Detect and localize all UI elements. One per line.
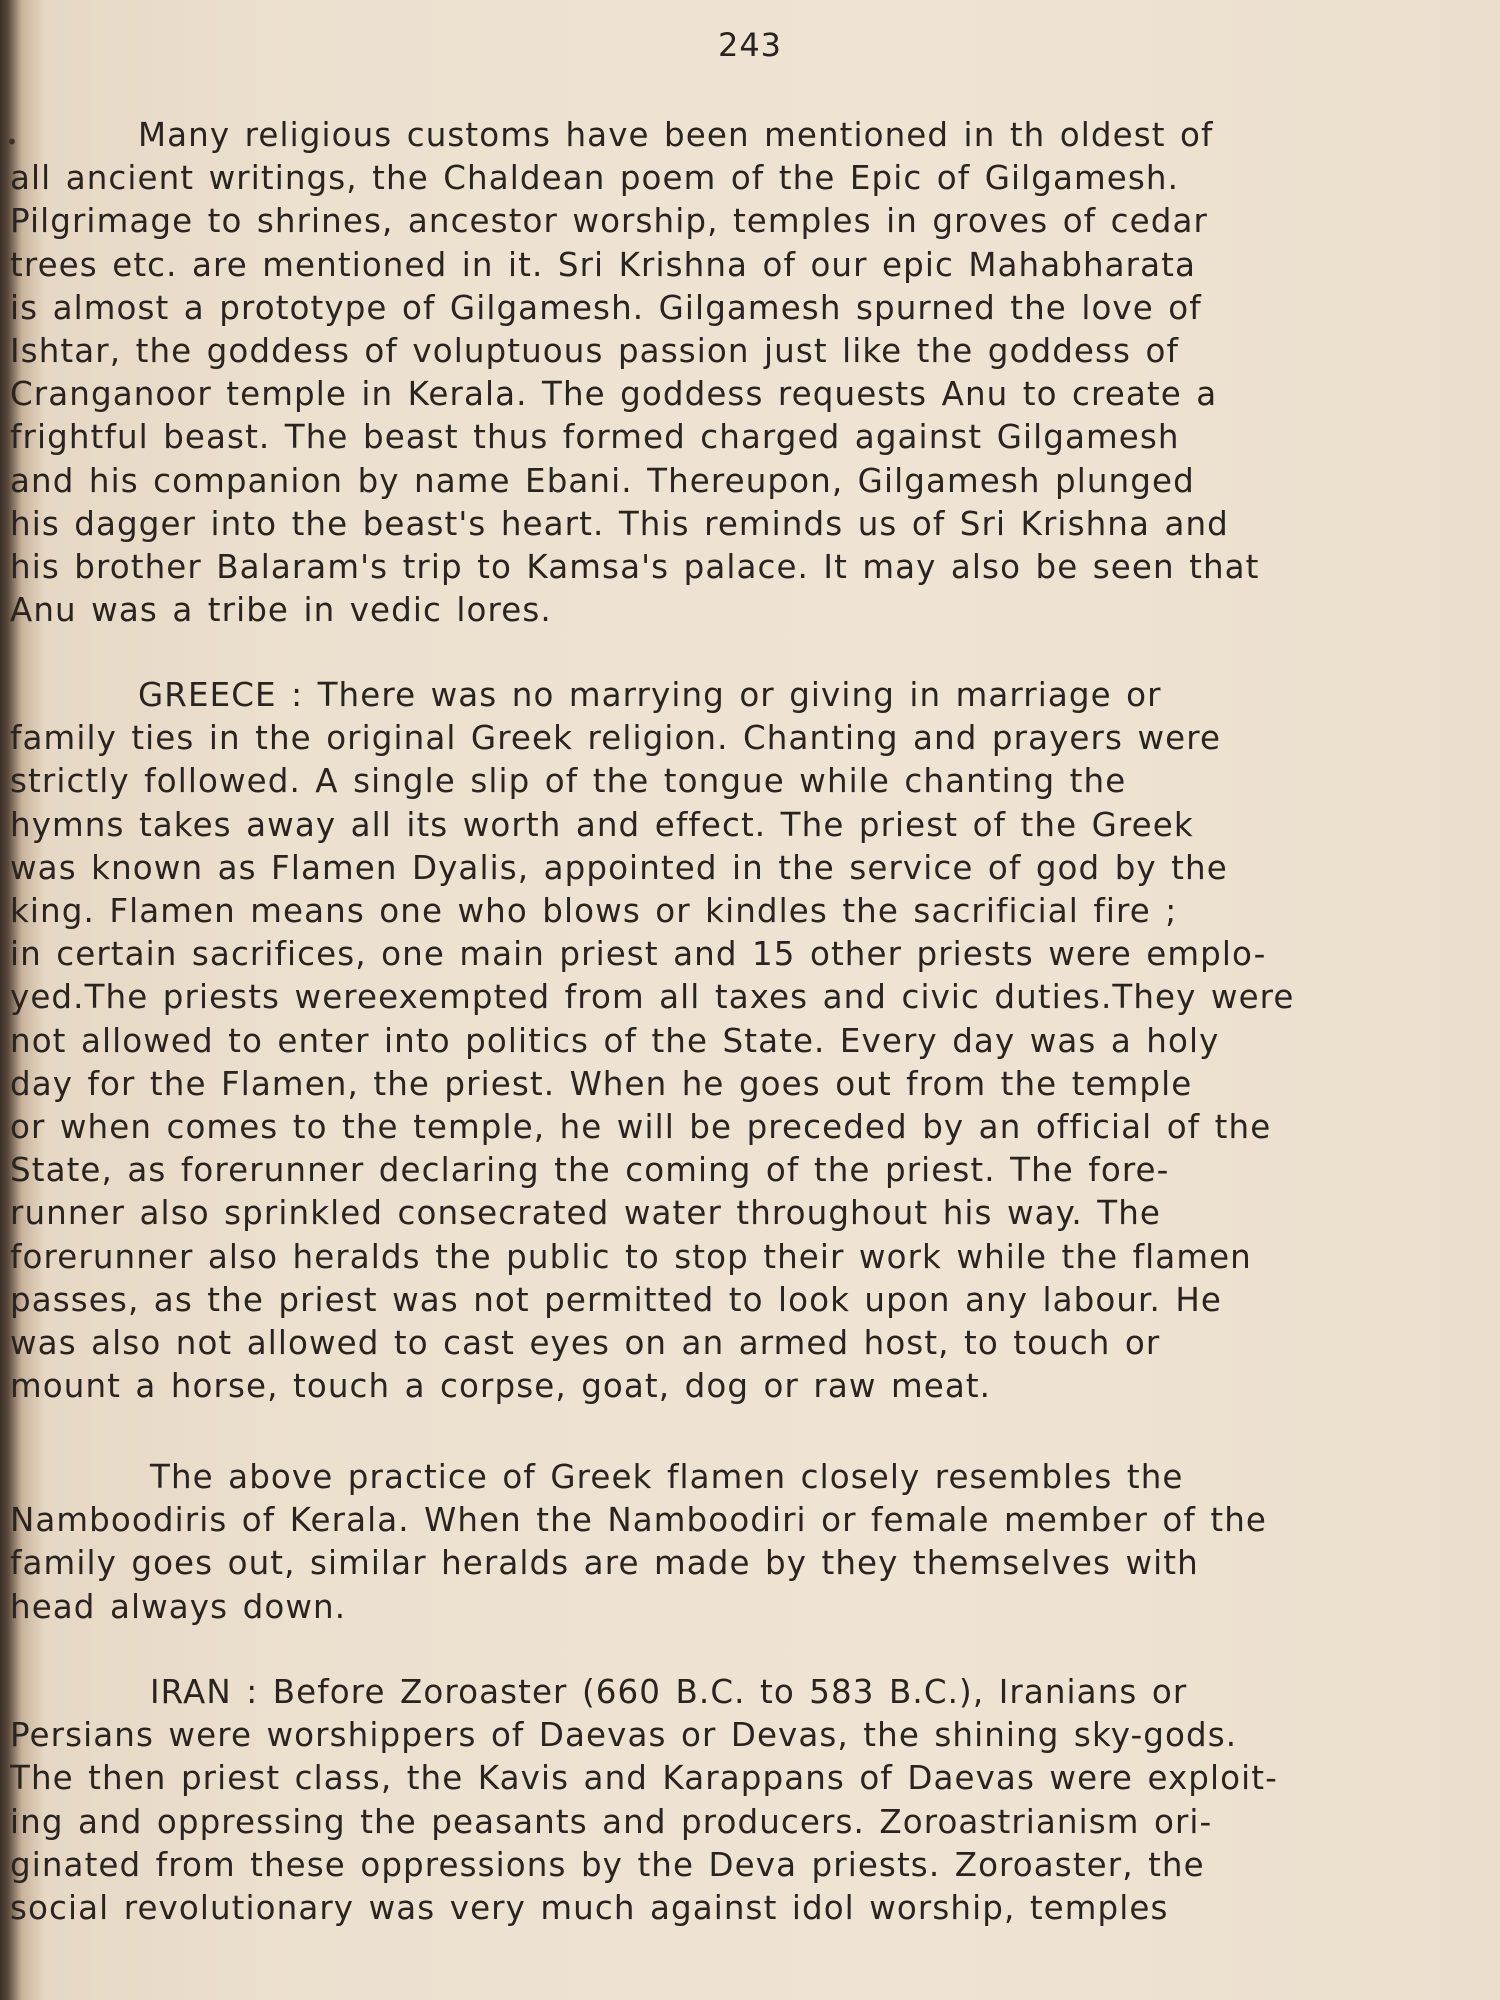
text-line: ing and oppressing the peasants and producers. Zoroastrianism ori-	[10, 1802, 1213, 1841]
text-line: GREECE : There was no marrying or giving in marriage or	[138, 676, 1162, 714]
text-line: State, as forerunner declaring the coming of the priest. The fore-	[10, 1151, 1170, 1190]
text-line: day for the Flamen, the priest. When he goes out from the temple	[10, 1064, 1193, 1103]
text-line: Ishtar, the goddess of voluptuous passion just like the goddess of	[10, 332, 1180, 371]
text-line: king. Flamen means one who blows or kindles the sacrificial fire ;	[10, 892, 1178, 931]
text-line: Pilgrimage to shrines, ancestor worship, temples in groves of cedar	[10, 202, 1208, 241]
text-line: hymns takes away all its worth and effect. The priest of the Greek	[10, 805, 1194, 844]
paragraph-iran	[10, 1671, 1450, 1930]
text-line: Persians were worshippers of Daevas or Devas, the shining sky-gods.	[10, 1716, 1238, 1755]
paragraph-greece	[10, 674, 1450, 1408]
margin-mark: •	[6, 130, 18, 154]
text-line: his brother Balaram's trip to Kamsa's palace. It may also be seen that	[10, 548, 1260, 587]
text-line: trees etc. are mentioned in it. Sri Krishna of our epic Mahabharata	[10, 245, 1197, 284]
text-line: Cranganoor temple in Kerala. The goddess requests Anu to create a	[10, 375, 1218, 414]
text-line: was known as Flamen Dyalis, appointed in the service of god by the	[10, 848, 1228, 887]
text-line: his dagger into the beast's heart. This reminds us of Sri Krishna and	[10, 504, 1229, 543]
text-line: and his companion by name Ebani. Thereupon, Gilgamesh plunged	[10, 461, 1195, 500]
text-line: yed.The priests wereexempted from all taxes and civic duties.They were	[10, 978, 1295, 1017]
text-line: in certain sacrifices, one main priest and 15 other priests were emplo-	[10, 935, 1267, 974]
text-line: Anu was a tribe in vedic lores.	[10, 591, 552, 630]
text-line: not allowed to enter into politics of the State. Every day was a holy	[10, 1021, 1220, 1060]
text-line: mount a horse, touch a corpse, goat, dog or raw meat.	[10, 1367, 992, 1406]
text-line: forerunner also heralds the public to stop their work while the flamen	[10, 1237, 1252, 1276]
paragraph-gilgamesh	[10, 114, 1450, 632]
text-line: all ancient writings, the Chaldean poem of the Epic of Gilgamesh.	[10, 159, 1180, 198]
page-number: 243	[717, 26, 783, 64]
text-line: social revolutionary was very much against idol worship, temples	[10, 1889, 1169, 1928]
text-line: The then priest class, the Kavis and Karappans of Daevas were exploit-	[10, 1759, 1278, 1798]
text-line: family goes out, similar heralds are made by they themselves with	[10, 1544, 1199, 1583]
text-line: or when comes to the temple, he will be preceded by an official of the	[10, 1108, 1272, 1147]
text-line: frightful beast. The beast thus formed charged against Gilgamesh	[10, 418, 1180, 457]
text-line: ginated from these oppressions by the Deva priests. Zoroaster, the	[10, 1845, 1205, 1884]
text-line: is almost a prototype of Gilgamesh. Gilgamesh spurned the love of	[10, 288, 1202, 327]
text-line: family ties in the original Greek religion. Chanting and prayers were	[10, 719, 1222, 758]
text-line: Many religious customs have been mentioned in th oldest of	[138, 116, 1214, 154]
text-line: IRAN : Before Zoroaster (660 B.C. to 583 B.C.), Iranians or	[150, 1673, 1188, 1711]
paragraph-namboodiris	[10, 1456, 1450, 1629]
text-line: strictly followed. A single slip of the tongue while chanting the	[10, 762, 1127, 801]
text-line: runner also sprinkled consecrated water throughout his way. The	[10, 1194, 1161, 1233]
text-line: was also not allowed to cast eyes on an armed host, to touch or	[10, 1324, 1161, 1363]
text-line: Namboodiris of Kerala. When the Namboodiri or female member of the	[10, 1501, 1267, 1540]
text-line: The above practice of Greek flamen closely resembles the	[150, 1458, 1184, 1496]
text-line: passes, as the priest was not permitted to look upon any labour. He	[10, 1280, 1222, 1319]
text-line: head always down.	[10, 1587, 347, 1626]
